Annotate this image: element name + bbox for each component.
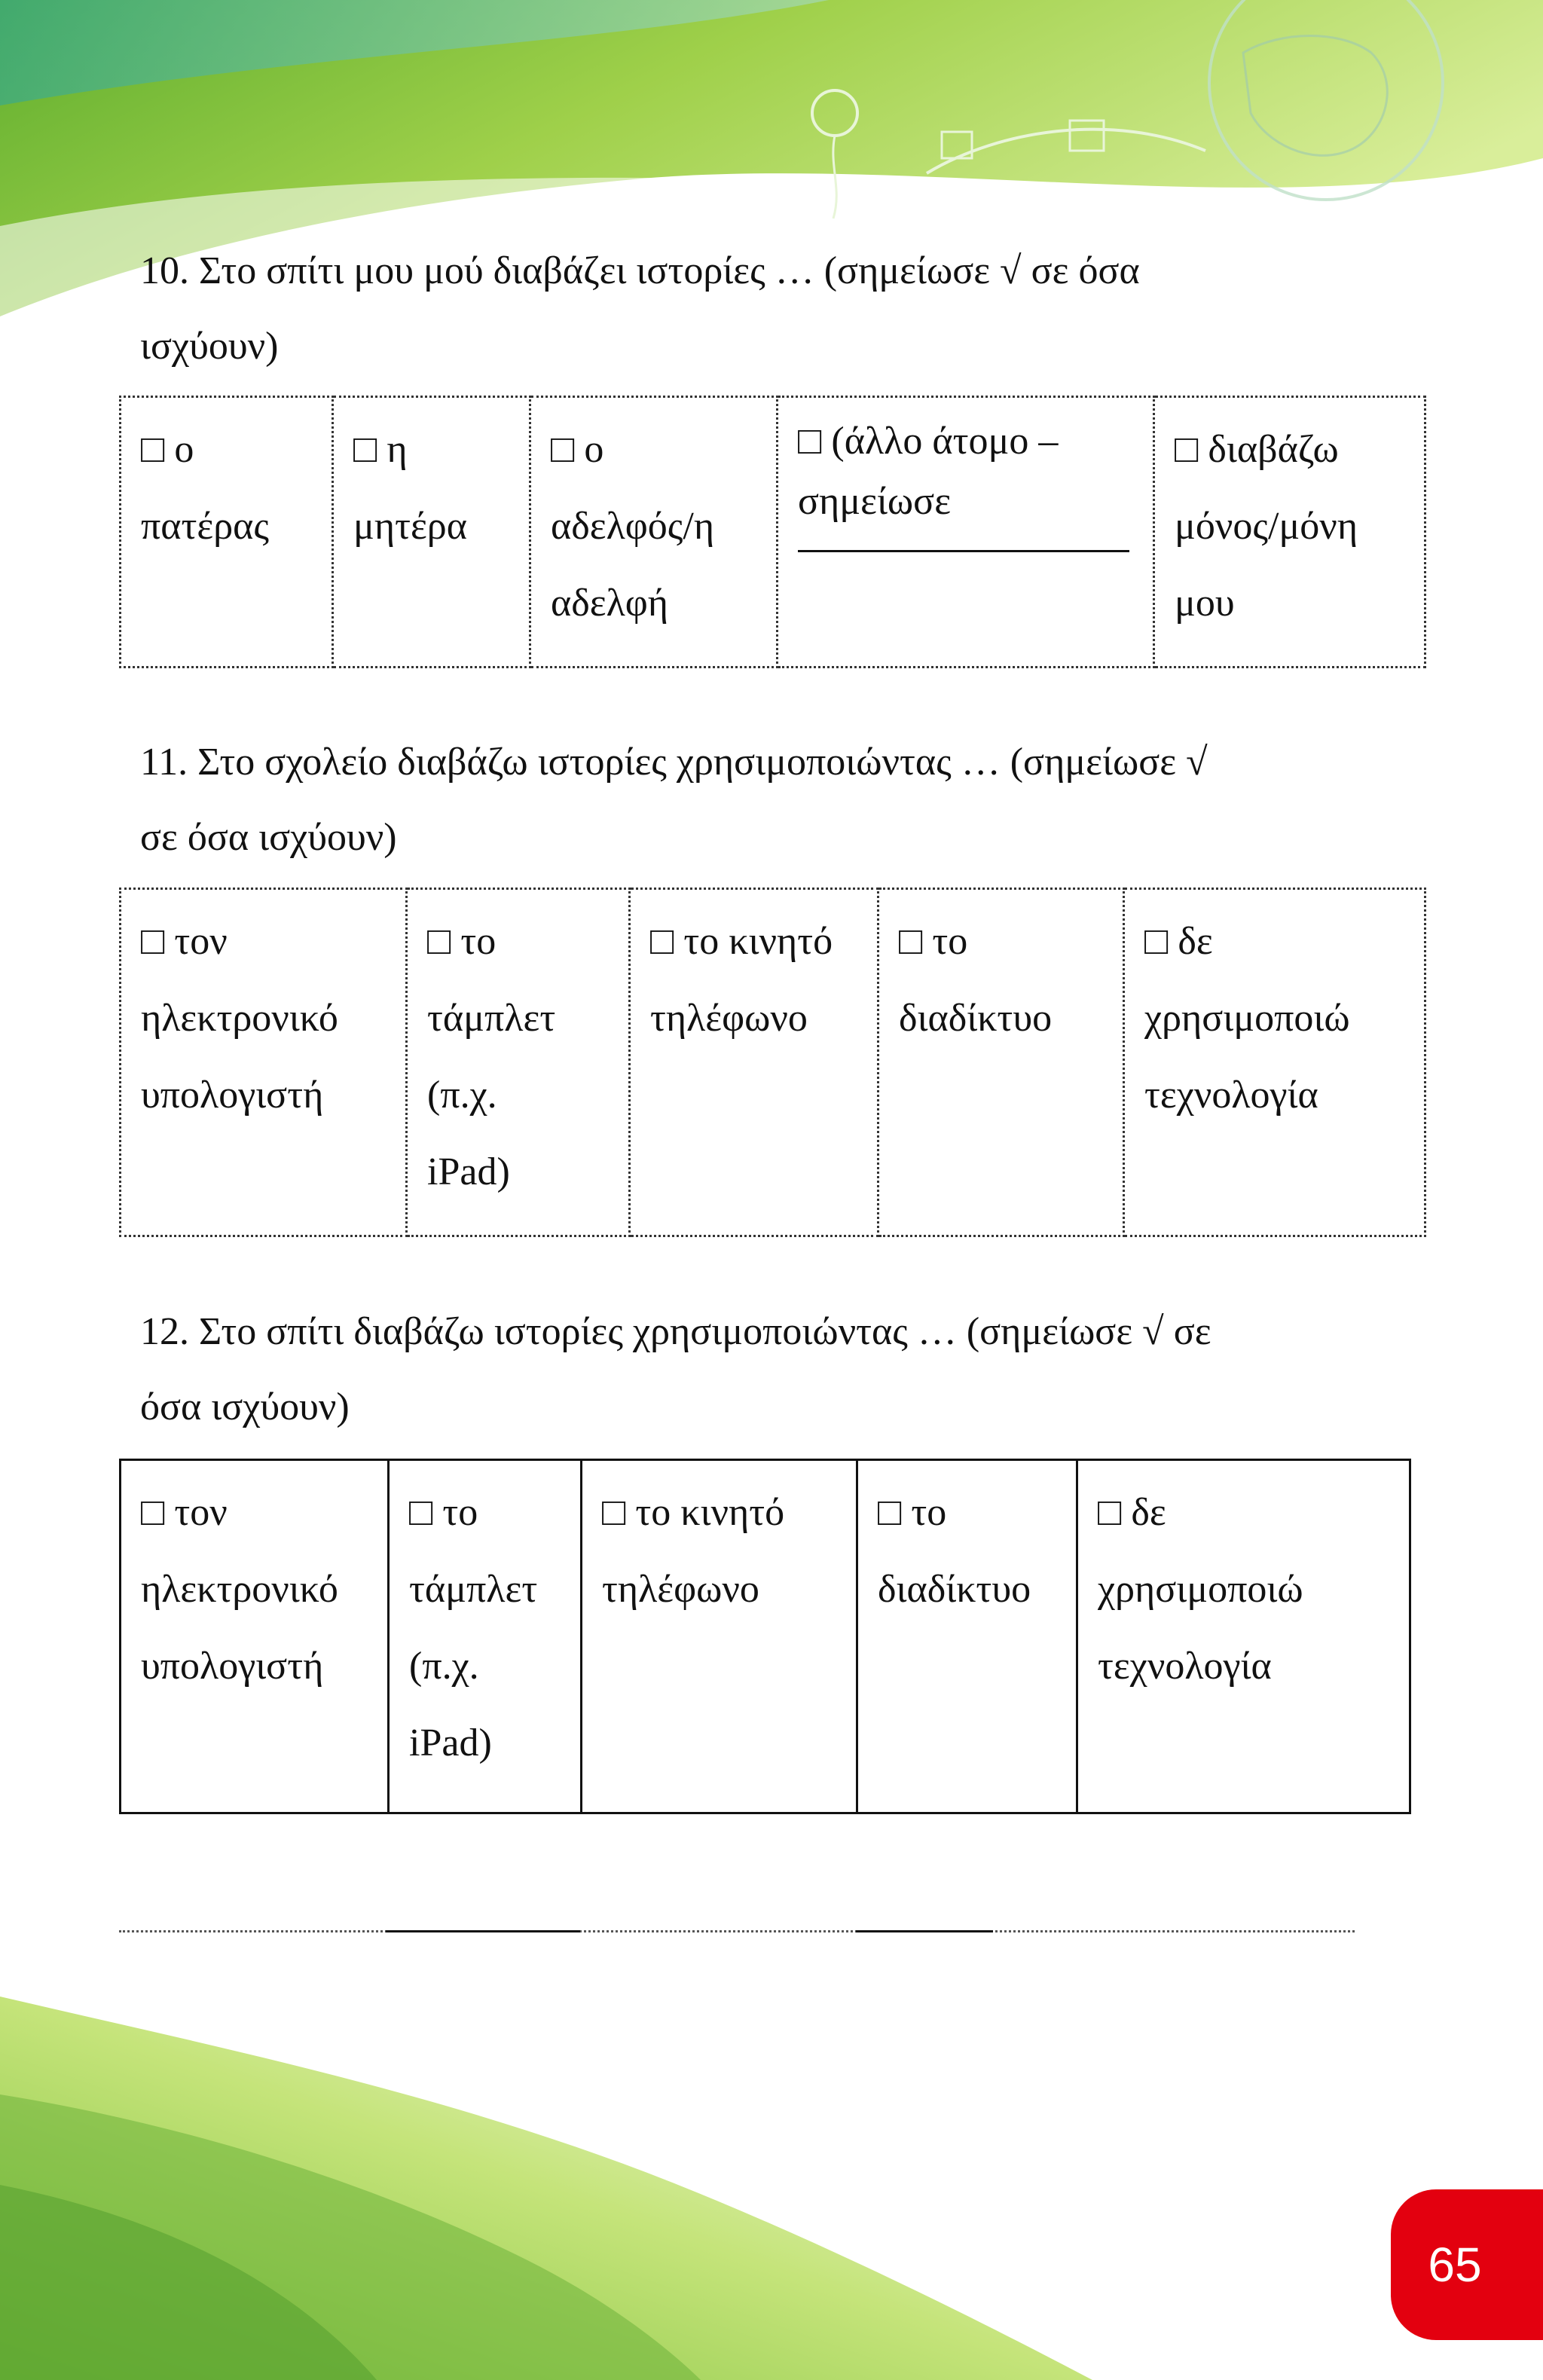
question-11-line1: 11. Στο σχολείο διαβάζω ιστορίες χρησιμοποιώντας … (σημείωσε √	[140, 741, 1208, 784]
question-10-options-table	[119, 396, 1426, 668]
home-option-internet[interactable]	[857, 1460, 1077, 1813]
school-notech-checkbox-label: □ δε	[1144, 920, 1213, 963]
question-12-text	[140, 1294, 1376, 1445]
home-computer-checkbox-label: □ τον	[141, 1491, 228, 1534]
question-10-line1: 10. Στο σπίτι μου μού διαβάζει ιστορίες … (σημείωσε √ σε όσα	[140, 249, 1140, 292]
option-other-person[interactable]	[778, 397, 1154, 668]
question-12-options-table	[119, 1459, 1411, 1814]
home-option-computer[interactable]	[121, 1460, 389, 1813]
home-notech-checkbox-label: □ δε	[1098, 1491, 1166, 1534]
option-sibling-label-2: αδελφή	[551, 582, 668, 625]
question-12-line1: 12. Στο σπίτι διαβάζω ιστορίες χρησιμοποιώντας … (σημείωσε √ σε	[140, 1310, 1211, 1353]
school-mobile-label: τηλέφωνο	[650, 997, 808, 1040]
option-father-checkbox-label: □ ο	[141, 428, 194, 471]
option-other-label: σημείωσε	[798, 480, 952, 523]
option-alone-label-2: μου	[1175, 582, 1235, 625]
school-tablet-label-3: iPad)	[427, 1150, 510, 1193]
option-alone-label-1: μόνος/μόνη	[1175, 505, 1358, 548]
school-computer-label-1: ηλεκτρονικό	[141, 997, 338, 1040]
footer-divider	[119, 1930, 1355, 1932]
question-11-text	[140, 725, 1376, 875]
option-mother-checkbox-label: □ η	[353, 428, 408, 471]
school-internet-checkbox-label: □ το	[899, 920, 968, 963]
home-tablet-label-1: τάμπλετ	[409, 1568, 538, 1611]
option-mother-label: μητέρα	[353, 505, 467, 548]
footer-divider-segment	[386, 1930, 580, 1932]
option-sibling-checkbox-label: □ ο	[551, 428, 604, 471]
school-option-no-technology[interactable]	[1124, 889, 1425, 1236]
school-option-mobile[interactable]	[630, 889, 878, 1236]
home-option-tablet[interactable]	[389, 1460, 582, 1813]
school-tablet-label-2: (π.χ.	[427, 1074, 497, 1117]
home-tablet-label-3: iPad)	[409, 1722, 492, 1764]
school-tablet-checkbox-label: □ το	[427, 920, 497, 963]
home-computer-label-1: ηλεκτρονικό	[141, 1568, 338, 1611]
option-sibling[interactable]	[530, 397, 778, 668]
home-internet-label: διαδίκτυο	[878, 1568, 1031, 1611]
school-notech-label-1: χρησιμοποιώ	[1144, 997, 1350, 1040]
page-number: 65	[1428, 2238, 1482, 2292]
school-internet-label: διαδίκτυο	[899, 997, 1053, 1040]
question-12-line2: όσα ισχύουν)	[140, 1386, 350, 1428]
page-number-badge	[1391, 2189, 1543, 2340]
question-11-options-table	[119, 888, 1426, 1237]
school-option-tablet[interactable]	[407, 889, 630, 1236]
home-notech-label-1: χρησιμοποιώ	[1098, 1568, 1303, 1611]
option-other-write-in-line[interactable]	[798, 550, 1129, 552]
school-option-internet[interactable]	[878, 889, 1124, 1236]
home-option-no-technology[interactable]	[1077, 1460, 1410, 1813]
home-tablet-checkbox-label: □ το	[409, 1491, 478, 1534]
option-read-alone[interactable]	[1154, 397, 1425, 668]
footer-divider-segment	[856, 1930, 993, 1932]
home-mobile-checkbox-label: □ το κινητό	[602, 1491, 785, 1534]
school-notech-label-2: τεχνολογία	[1144, 1074, 1318, 1117]
school-mobile-checkbox-label: □ το κινητό	[650, 920, 833, 963]
option-other-checkbox-label: □ (άλλο άτομο –	[798, 420, 1059, 463]
school-option-computer[interactable]	[121, 889, 407, 1236]
home-tablet-label-2: (π.χ.	[409, 1645, 479, 1688]
option-alone-checkbox-label: □ διαβάζω	[1175, 428, 1339, 471]
question-10-line2: ισχύουν)	[140, 325, 279, 368]
option-father-label: πατέρας	[141, 505, 270, 548]
option-father[interactable]	[121, 397, 333, 668]
home-internet-checkbox-label: □ το	[878, 1491, 947, 1534]
home-mobile-label: τηλέφωνο	[602, 1568, 759, 1611]
home-notech-label-2: τεχνολογία	[1098, 1645, 1272, 1688]
school-computer-label-2: υπολογιστή	[141, 1074, 324, 1117]
question-11-line2: σε όσα ισχύουν)	[140, 816, 397, 859]
home-computer-label-2: υπολογιστή	[141, 1645, 324, 1688]
home-option-mobile[interactable]	[582, 1460, 857, 1813]
option-mother[interactable]	[333, 397, 530, 668]
school-computer-checkbox-label: □ τον	[141, 920, 228, 963]
option-sibling-label-1: αδελφός/η	[551, 505, 715, 548]
school-tablet-label-1: τάμπλετ	[427, 997, 556, 1040]
question-10-text	[140, 234, 1376, 384]
